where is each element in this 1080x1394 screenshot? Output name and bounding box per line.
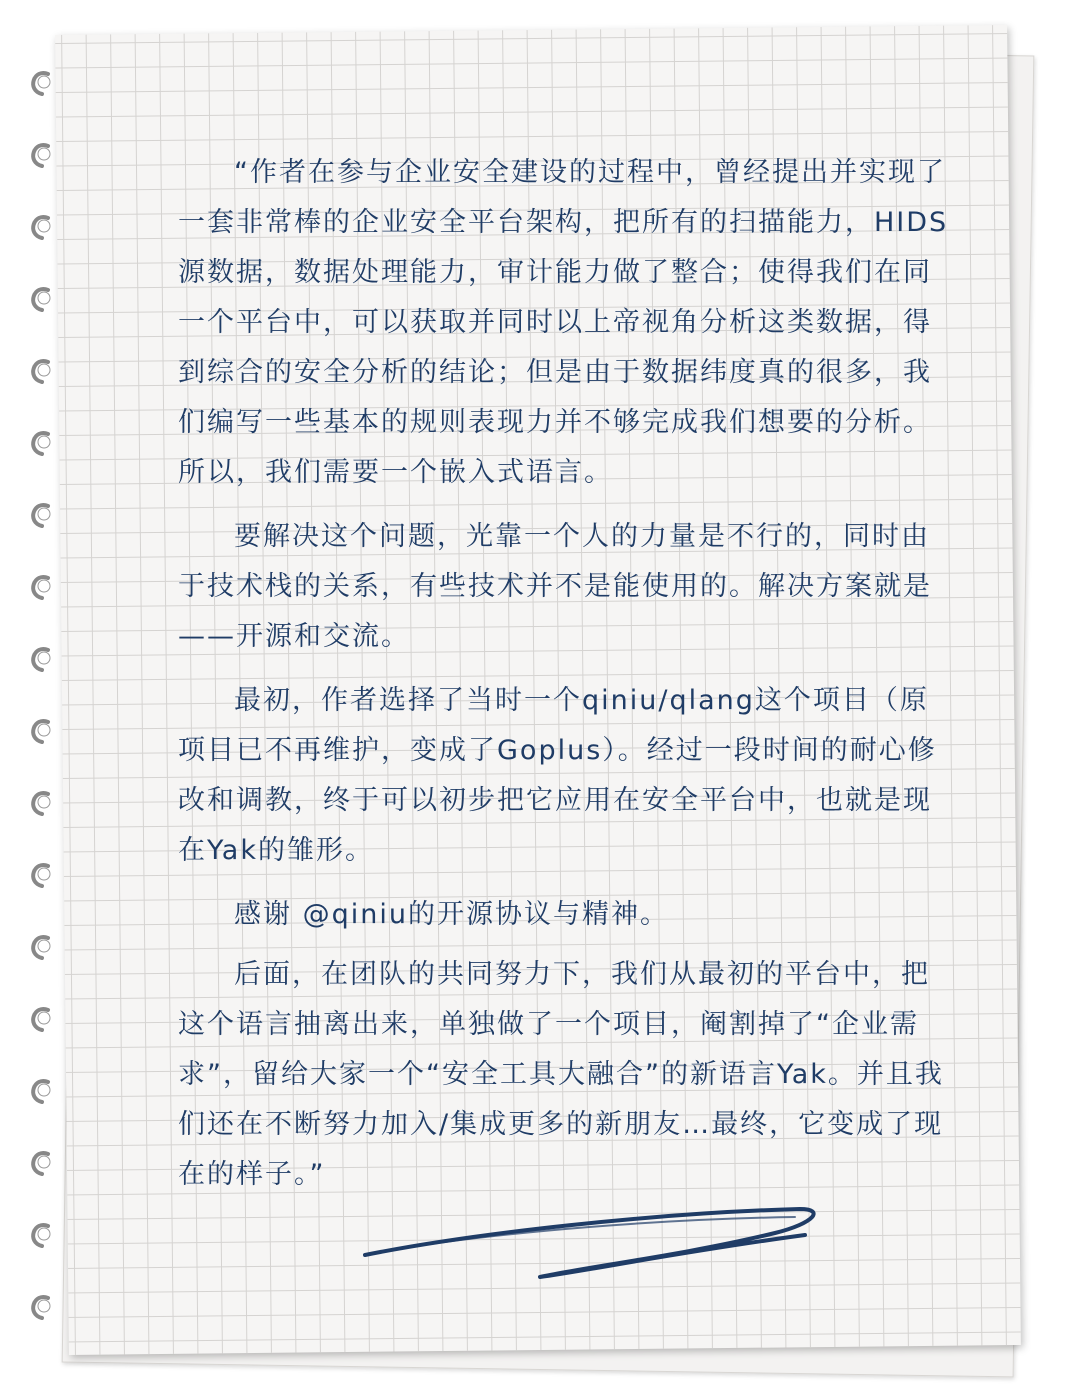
paragraph-evolution: 后面，在团队的共同努力下，我们从最初的平台中，把这个语言抽离出来，单独做了一个项目，阉割掉了“企业需求”，留给大家一个“安全工具大融合”的新语言Yak。并且我们还在不断努力加入/集成更多的新朋友…最终，它变成了现在的样子。” <box>178 959 944 1190</box>
paragraph-origin: 最初，作者选择了当时一个qiniu/qlang这个项目（原项目已不再维护，变成了Goplus）。经过一段时间的耐心修改和调教，终于可以初步把它应用在安全平台中，也就是现在Yak的雏形。 <box>178 685 937 866</box>
spiral-ring-icon <box>20 996 64 1040</box>
spiral-ring-icon <box>20 132 64 176</box>
handwritten-text <box>178 148 953 1214</box>
spiral-ring-icon <box>20 204 64 248</box>
signature-scribble <box>355 1195 825 1295</box>
spiral-ring-icon <box>20 852 64 896</box>
spiral-ring-icon <box>20 564 64 608</box>
spiral-ring-icon <box>20 1068 64 1112</box>
spiral-binding <box>20 60 80 1320</box>
spiral-ring-icon <box>20 780 64 824</box>
spiral-ring-icon <box>20 420 64 464</box>
spiral-ring-icon <box>20 1140 64 1184</box>
paragraph-thanks: 感谢 @qiniu的开源协议与精神。 <box>234 899 669 930</box>
spiral-ring-icon <box>20 924 64 968</box>
paragraph-intro: “作者在参与企业安全建设的过程中，曾经提出并实现了一套非常棒的企业安全平台架构，把所有的扫描能力，HIDS 源数据，数据处理能力，审计能力做了整合；使得我们在同一个平台中，可以获取并同时以上帝视角分析这类数据，得到综合的安全分析的结论；但是由于数据纬度真的很多，我们编写一些基本的规则表现力并不够完成我们想要的分析。所以，我们需要一个嵌入式语言。 <box>178 157 949 488</box>
spiral-ring-icon <box>20 60 64 104</box>
spiral-ring-icon <box>20 348 64 392</box>
spiral-ring-icon <box>20 708 64 752</box>
spiral-ring-icon <box>20 636 64 680</box>
paragraph-open-source: 要解决这个问题，光靠一个人的力量是不行的，同时由于技术栈的关系，有些技术并不是能使用的。解决方案就是——开源和交流。 <box>178 521 932 652</box>
spiral-ring-icon <box>20 1284 64 1328</box>
spiral-ring-icon <box>20 276 64 320</box>
spiral-ring-icon <box>20 492 64 536</box>
spiral-ring-icon <box>20 1212 64 1256</box>
